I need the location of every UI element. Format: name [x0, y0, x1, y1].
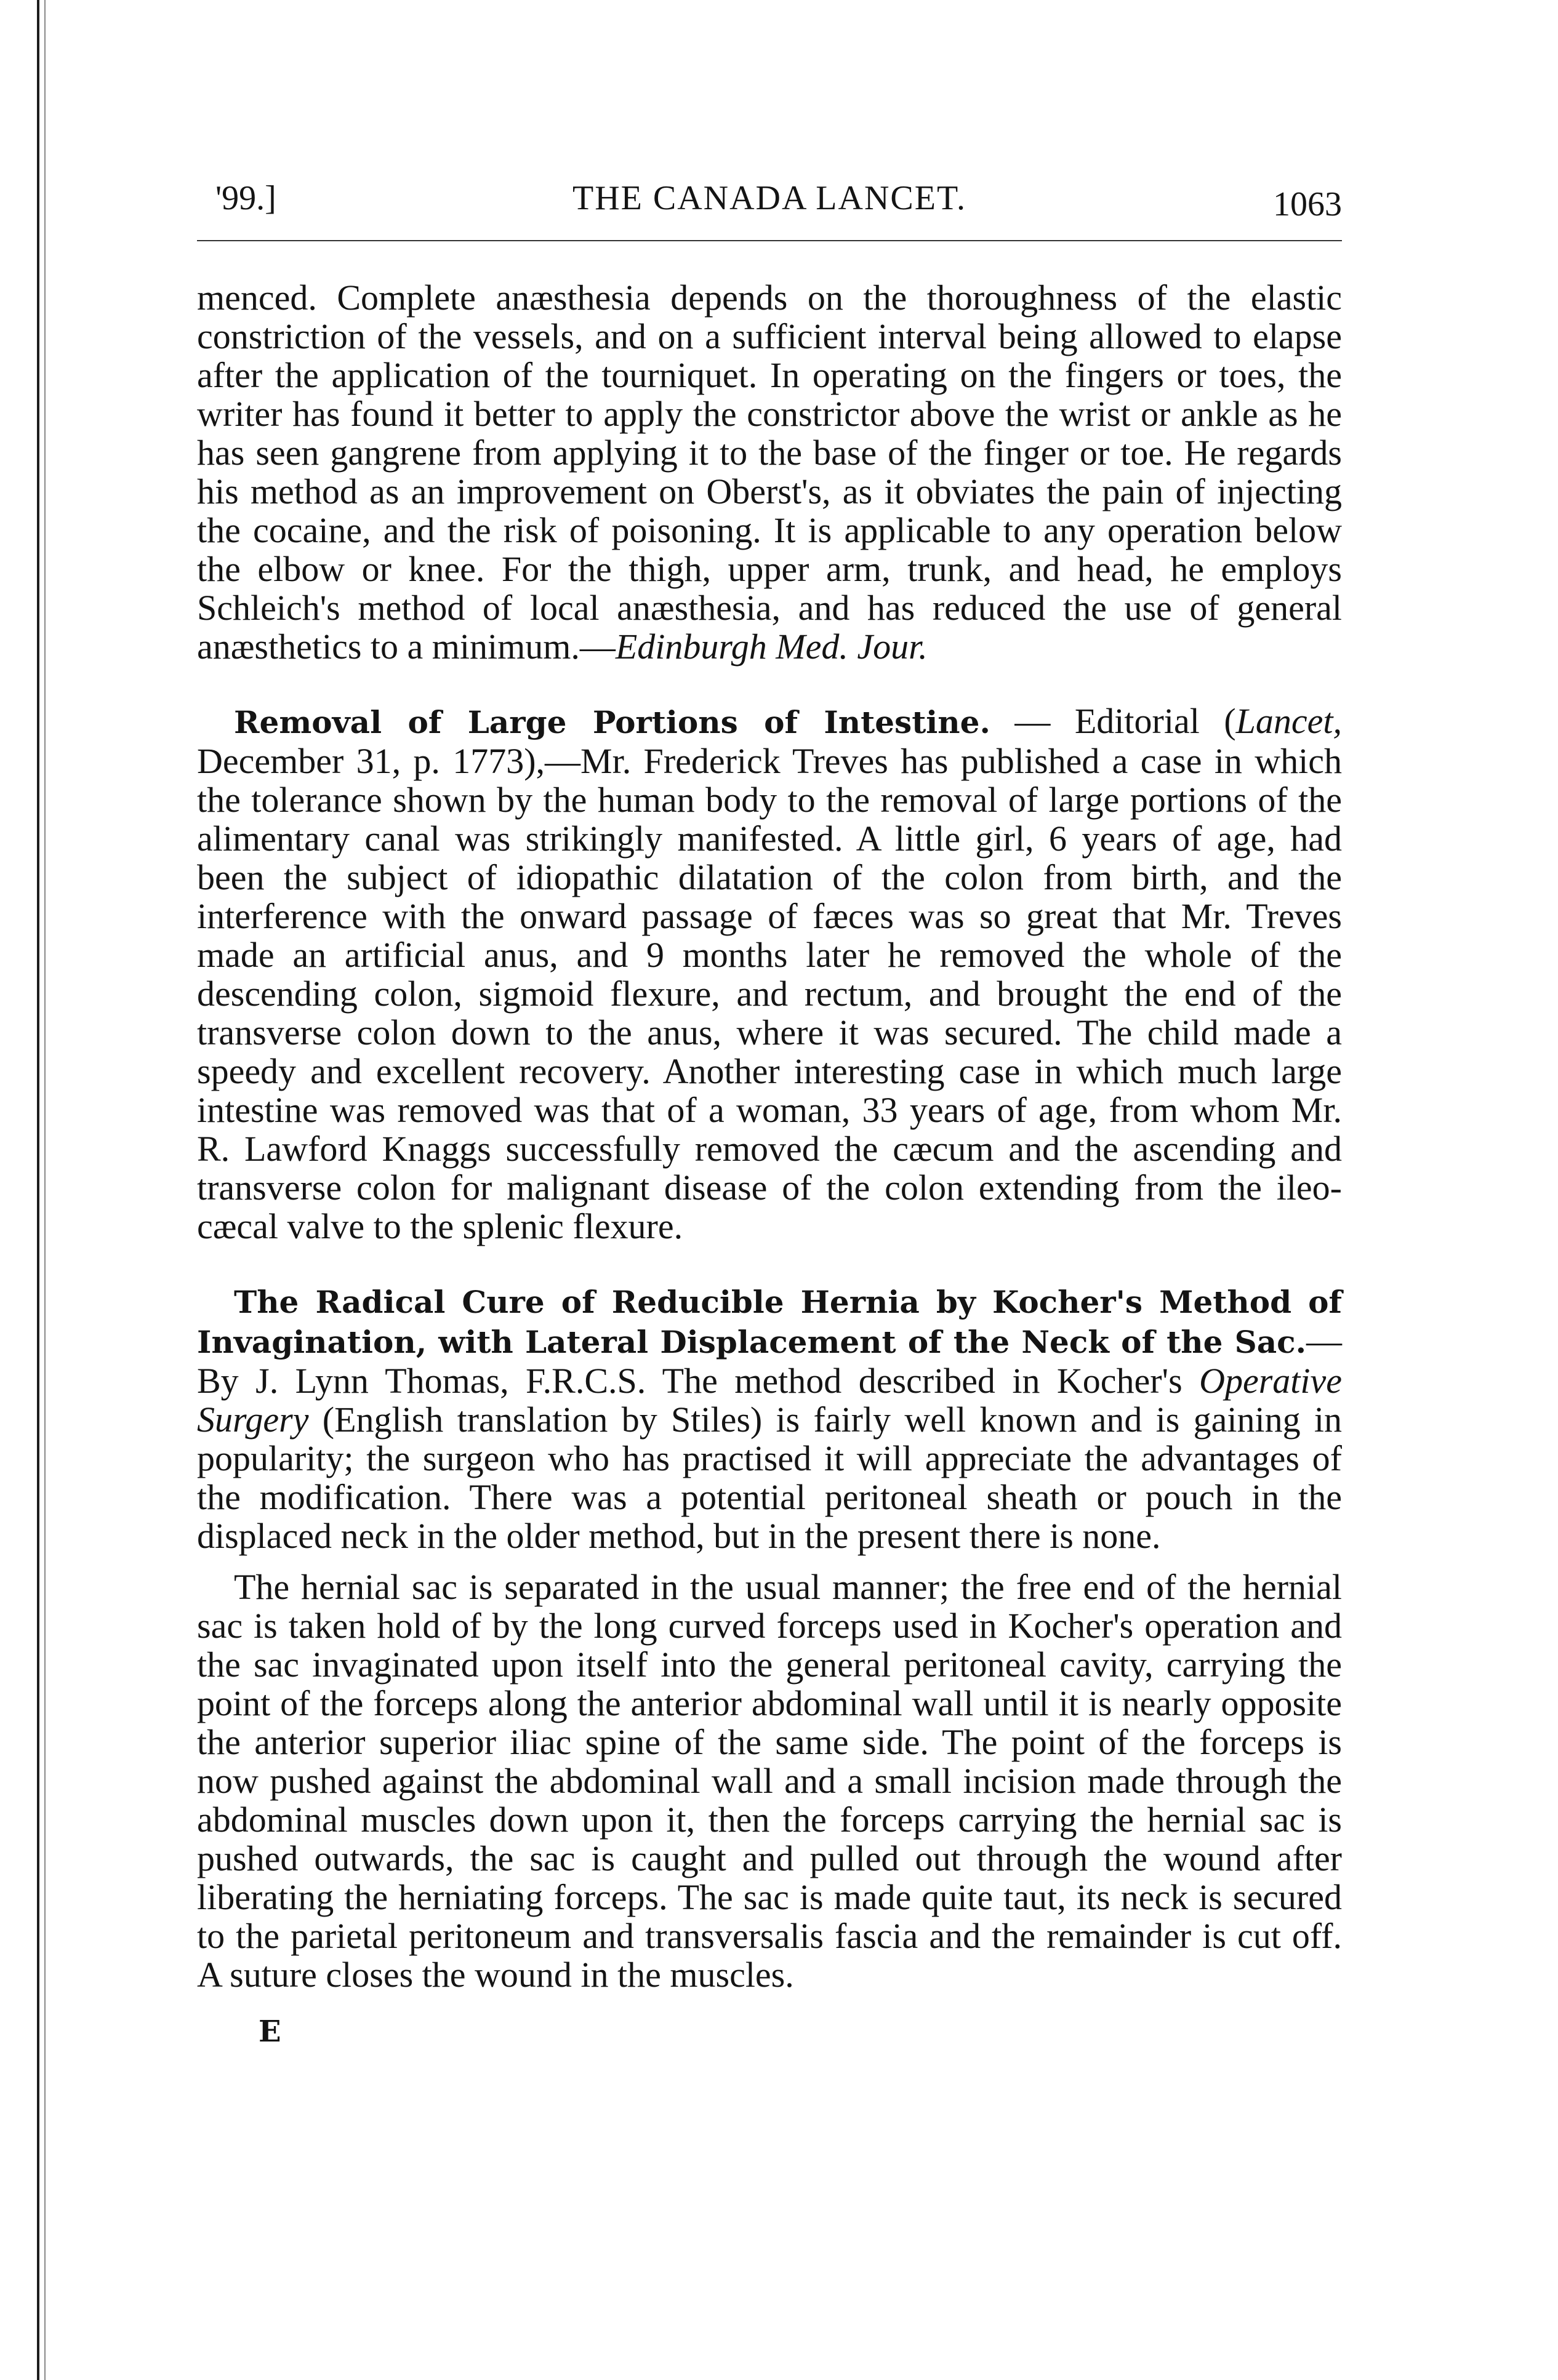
signature-mark: E [259, 2014, 281, 2049]
source-citation: Edinburgh Med. Jour. [615, 627, 928, 667]
section-heading-hernia: The Radical Cure of Reducible Hernia by Kocher's Method of Invagination, with Lateral Displacement of the Neck of the Sac. [197, 1284, 1342, 1360]
volume-year: '99.] [215, 179, 276, 217]
lancet-reference: Lancet, [1235, 701, 1342, 741]
article-body [197, 278, 1342, 2051]
paragraph-intestine: Removal of Large Portions of Intestine. — Editorial (Lancet, December 31, p. 1773),—Mr. Frederick Treves has published a case in which the tolerance shown by the human body to the removal of large portions of the alimentary canal was strikingly manifested. A little girl, 6 years of age, had been the subject of idiopathic dilatation of the colon from birth, and the interference with the onward passage of fæces was so great that Mr. Treves made an artificial anus, and 9 months later he removed the whole of the descending colon, sigmoid flexure, and rectum, and brought the end of the transverse colon down to the anus, where it was secured. The child made a speedy and excellent recovery. Another interesting case in which much large intestine was removed was that of a woman, 33 years of age, from whom Mr. R. Lawford Knaggs successfully removed the cæcum and the ascending and transverse colon for malignant disease of the colon extending from the ileo-cæcal valve to the splenic flexure. [197, 701, 1342, 1246]
journal-title: THE CANADA LANCET. [572, 179, 967, 217]
binding-edge [0, 0, 92, 2380]
paragraph-anaesthesia: menced. Complete anæsthesia depends on the thoroughness of the elastic constriction of the vessels, and on a sufficient interval being allowed to elapse after the application of the tourniquet. In operating on the fingers or toes, the writer has found it better to apply the constrictor above the wrist or ankle as he has seen gangrene from applying it to the base of the finger or toe. He regards his method as an improvement on Oberst's, as it obviates the pain of injecting the cocaine, and the risk of poisoning. It is applicable to any operation below the elbow or knee. For the thigh, upper arm, trunk, and head, he employs Schleich's method of local anæsthesia, and has reduced the use of general anæsthetics to a minimum.—Edinburgh Med. Jour. [197, 278, 1342, 667]
page [197, 178, 1342, 2051]
header-rule [197, 240, 1342, 241]
section-heading-intestine: Removal of Large Portions of Intestine. [234, 704, 990, 740]
paragraph-hernia: The Radical Cure of Reducible Hernia by Kocher's Method of Invagination, with Lateral Displacement of the Neck of the Sac.—By J. Lynn Thomas, F.R.C.S. The method described in Kocher's Operative Surgery (English translation by Stiles) is fairly well known and is gaining in popularity; the surgeon who has practised it will appreciate the advantages of the modification. There was a potential peritoneal sheath or pouch in the displaced neck in the older method, but in the present there is none. [197, 1284, 1342, 1556]
book-title: Operative Surgery [197, 1361, 1342, 1440]
running-head [197, 178, 1342, 234]
page-number: 1063 [1273, 185, 1342, 223]
paragraph-hernia-procedure: The hernial sac is separated in the usual manner; the free end of the hernial sac is taken hold of by the long curved forceps used in Kocher's operation and the sac invaginated upon itself into the general peritoneal cavity, carrying the point of the forceps along the anterior abdominal wall until it is nearly opposite the anterior superior iliac spine of the same side. The point of the forceps is now pushed against the abdominal wall and a small incision made through the abdominal muscles down upon it, then the forceps carrying the hernial sac is pushed outwards, the sac is caught and pulled out through the wound after liberating the herniating forceps. The sac is made quite taut, its neck is secured to the parietal peritoneum and transversalis fascia and the remainder is cut off. A suture closes the wound in the muscles. [197, 1567, 1342, 1995]
